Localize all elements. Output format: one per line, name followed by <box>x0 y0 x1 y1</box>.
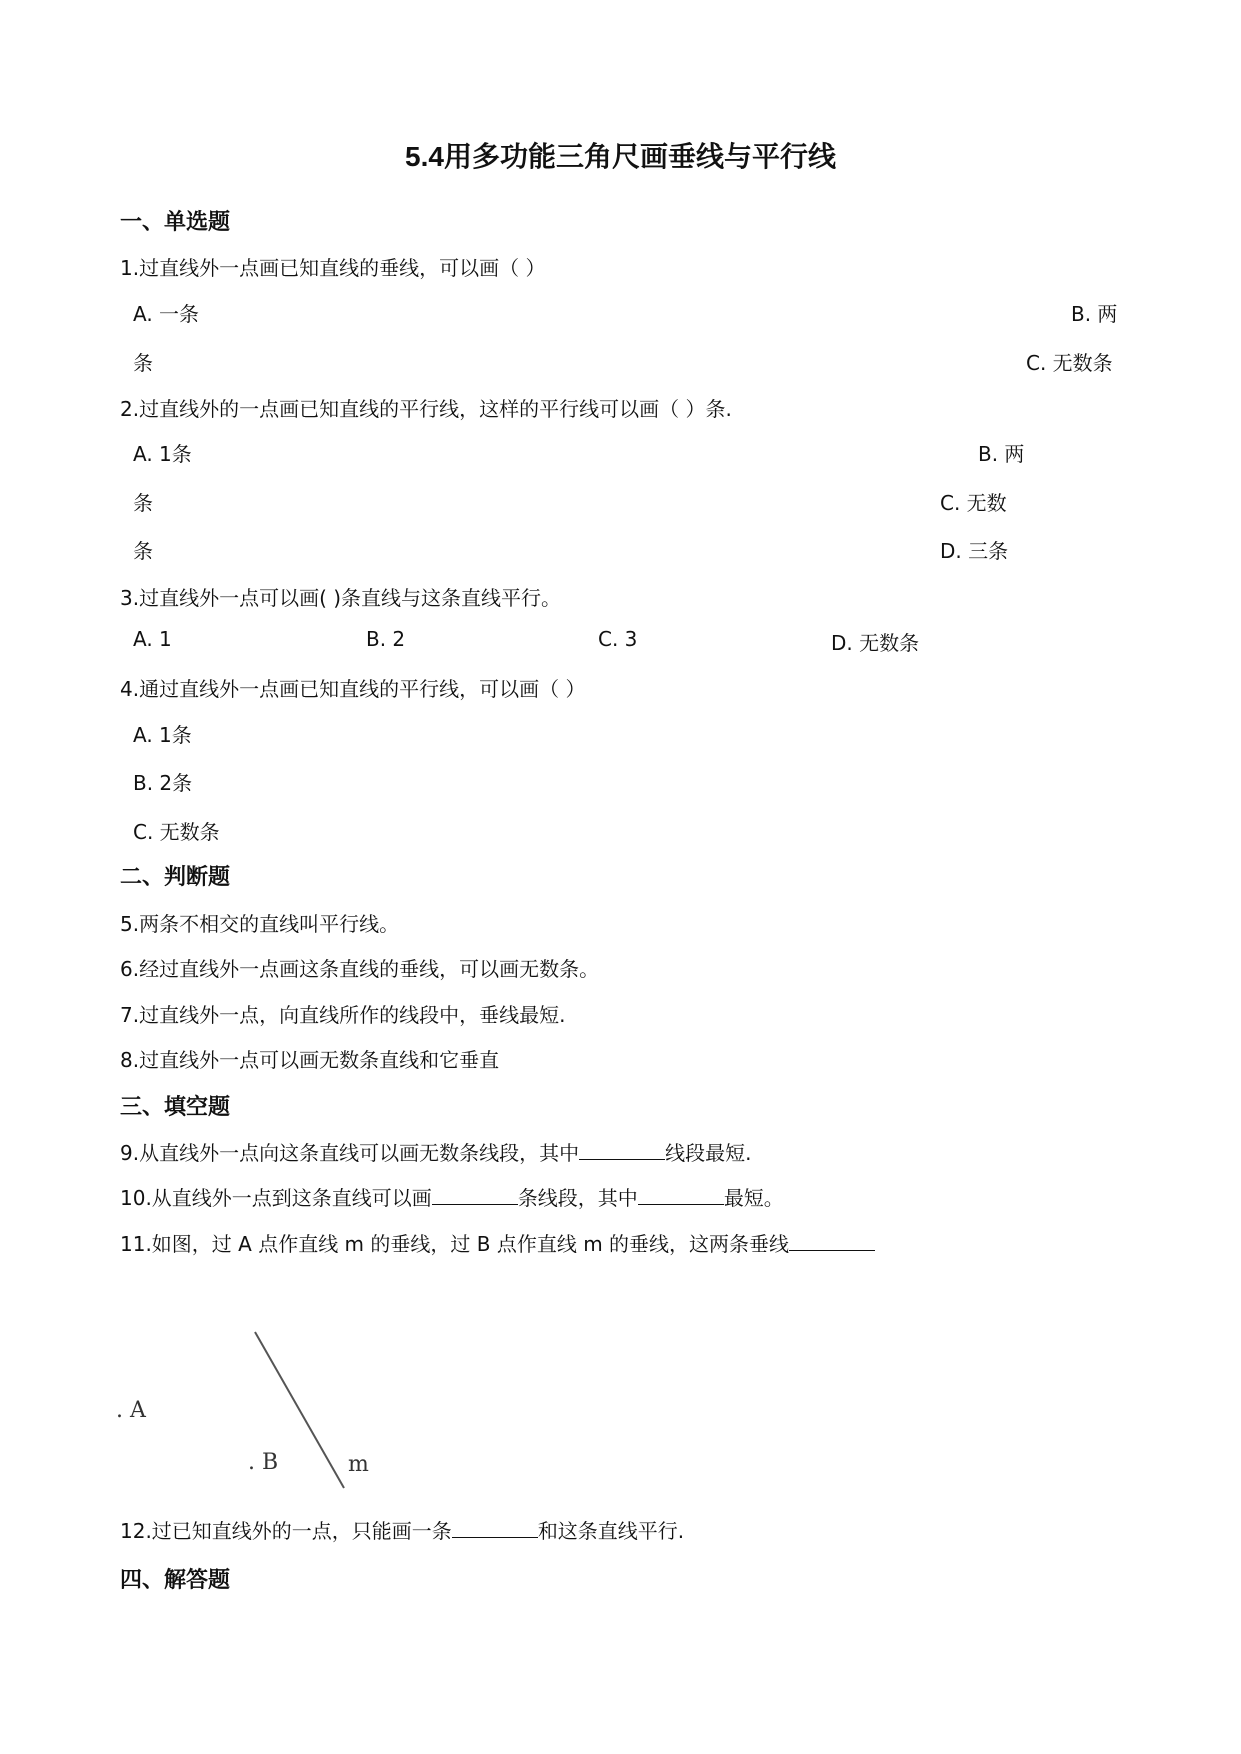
q10-blank-1 <box>432 1186 518 1205</box>
q9-text-before: 9.从直线外一点向这条直线可以画无数条线段，其中 <box>120 1141 580 1165</box>
q1-option-b-cont: 条 <box>133 351 153 375</box>
section-heading-single-choice: 一、单选题 <box>120 210 231 235</box>
q12-blank <box>452 1519 538 1538</box>
q10-text-after: 最短。 <box>723 1186 784 1210</box>
question-3: 3.过直线外一点可以画( )条直线与这条直线平行。 <box>120 586 562 610</box>
section-heading-true-false: 二、判断题 <box>120 865 231 890</box>
q2-option-b-cont: 条 <box>133 491 153 515</box>
line-m-label: m <box>348 1452 369 1477</box>
q1-option-c: C. 无数条 <box>1026 351 1113 375</box>
q4-option-a: A. 1条 <box>133 723 192 747</box>
q2-option-a: A. 1条 <box>133 442 192 466</box>
q10-text-before: 10.从直线外一点到这条直线可以画 <box>120 1186 432 1210</box>
section-heading-answer: 四、解答题 <box>120 1568 231 1593</box>
question-10 <box>120 1182 784 1211</box>
question-4: 4.通过直线外一点画已知直线的平行线，可以画（ ） <box>120 677 586 701</box>
question-11 <box>120 1228 875 1257</box>
q10-text-middle: 条线段，其中 <box>517 1186 638 1210</box>
question-5: 5.两条不相交的直线叫平行线。 <box>120 912 400 936</box>
point-a-label: . A <box>116 1398 146 1423</box>
q2-option-b: B. 两 <box>978 442 1025 466</box>
q3-option-d: D. 无数条 <box>831 631 920 655</box>
question-2: 2.过直线外的一点画已知直线的平行线，这样的平行线可以画（ ）条. <box>120 397 732 421</box>
section-heading-fill-blank: 三、填空题 <box>120 1095 231 1120</box>
question-6: 6.经过直线外一点画这条直线的垂线，可以画无数条。 <box>120 957 600 981</box>
question-1: 1.过直线外一点画已知直线的垂线，可以画（ ） <box>120 256 546 280</box>
question-7: 7.过直线外一点，向直线所作的线段中，垂线最短. <box>120 1003 566 1027</box>
q9-text-after: 线段最短. <box>665 1141 752 1165</box>
q2-option-d: D. 三条 <box>940 539 1009 563</box>
q2-option-c-cont: 条 <box>133 539 153 563</box>
question-8: 8.过直线外一点可以画无数条直线和它垂直 <box>120 1048 500 1072</box>
q1-option-a: A. 一条 <box>133 302 200 326</box>
q11-blank <box>789 1232 875 1251</box>
q3-option-c: C. 3 <box>598 627 638 651</box>
q3-option-b: B. 2 <box>366 627 406 651</box>
q4-option-b: B. 2条 <box>133 771 193 795</box>
q12-text-after: 和这条直线平行. <box>537 1519 685 1543</box>
q9-blank <box>579 1141 665 1160</box>
q2-option-c: C. 无数 <box>940 491 1007 515</box>
q1-option-b: B. 两 <box>1071 302 1118 326</box>
q4-option-c: C. 无数条 <box>133 820 220 844</box>
q12-text-before: 12.过已知直线外的一点，只能画一条 <box>120 1519 452 1543</box>
point-b-label: . B <box>248 1450 279 1475</box>
q3-option-a: A. 1 <box>133 627 172 651</box>
page-title: 5.4用多功能三角尺画垂线与平行线 <box>405 141 836 172</box>
question-12 <box>120 1515 684 1544</box>
q10-blank-2 <box>638 1186 724 1205</box>
q11-text: 11.如图，过 A 点作直线 m 的垂线，过 B 点作直线 m 的垂线，这两条垂线 <box>120 1232 790 1256</box>
question-9 <box>120 1137 751 1166</box>
